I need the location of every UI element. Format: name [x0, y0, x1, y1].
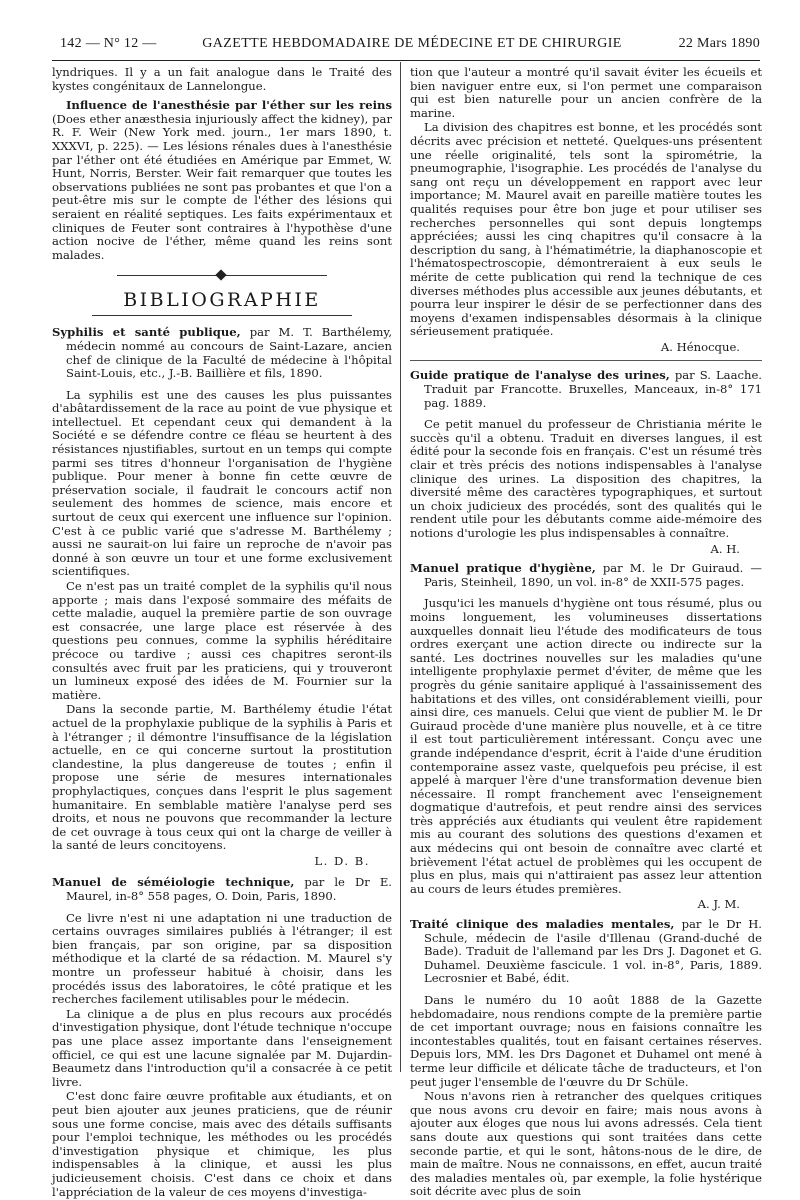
traite-ref: par le Dr H. Schule, médecin de l'asile d'Illenau (Grand-duché de Bade). Traduit de l'allemand par les Drs J. Dagonet et G. Duhamel. Deuxième fascicule. 1 vol. in-8°, Paris, 1889. Lecrosnier et Babé, édit. — [424, 917, 762, 986]
semeiologie-paragraph-1: Ce livre n'est ni une adaptation ni une traduction de certains ouvrages similaires publiés à l'étranger; il est bien français, par son origine, par sa disposition méthodique et la clarté de sa rédaction. M. Maurel s'y montre un professeur habitué à choisir, dans les procédés issus des laboratoires, le côté pratique et les recherches facilement utilisables pour le médecin. — [52, 910, 392, 1007]
traite-title: Traité clinique des maladies mentales, — [410, 917, 675, 932]
guide-signature: A. H. — [710, 541, 740, 556]
syphilis-paragraph-1: La syphilis est une des causes les plus puissantes d'abâtardissement de la race au point de vue physique et intellectuel. Et cependant ceux qui demandent à la Société e se défendre contre ce fléau se heurtent à des résistances njustifiables, surtout en un temps qui compte parmi ses titres d'honneur l'organisation de l'hygiène publique. Pour mener à bonne fin cette œuvre de préservation sociale, il faudrait le concours actif non seulement des hommes de science, mais encore et surtout de ceux qui exercent une influence sur l'opinion. C'est à ce public varié que s'adresse M. Barthélemy ; aussi ne saurait-on lui faire un reproche de n'avoir pas donné à son œuvre un tour et une forme exclusivement scientifiques. — [52, 387, 392, 579]
semeiologie-ref: par le Dr E. Maurel, in-8° 558 pages, O. Doin, Paris, 1890. — [66, 875, 392, 904]
continuation-paragraph-1: tion que l'auteur a montré qu'il savait éviter les écueils et bien naviguer entre eux, si l'on permet une comparaison qui est bien naturelle pour un ancien confrère de la marine. — [410, 65, 762, 120]
syphilis-heading — [52, 326, 392, 380]
syphilis-paragraph-2: Ce n'est pas un traité complet de la syphilis qu'il nous apporte ; mais dans l'exposé sommaire des méfaits de cette maladie, auquel la première partie de son ouvrage est consacrée, une large place est réservée à des questions peu connues, comme la syphilis héréditaire précoce ou tardive ; aussi ces chapitres seront-ils consultés avec fruit par les praticiens, qui y trouveront un lumineux exposé des idées de M. Fournier sur la matière. — [52, 579, 392, 702]
syphilis-signature: L. D. B. — [314, 853, 370, 868]
influence-body: (Does ether anæsthesia injuriously affect the kidney), par R. F. Weir (New York med. journ., 1er mars 1890, t. XXXVI, p. 225). — Les lésions rénales dues à l'anesthésie par l'éther ont été étudiées en Amérique par Emmet, W. Hunt, Norris, Berster. Weir fait remarquer que toutes les observations publiées ne sont pas probantes et que l'on a peut-être mis sur le compte de l'éther des lésions qui seraient en réalité septiques. Les faits expérimentaux et cliniques de Feuter sont contraires à l'hypothèse d'une action nocive de l'éther, même quand les reins sont malades. — [52, 111, 392, 262]
journal-title: GAZETTE HEBDOMADAIRE DE MÉDECINE ET DE CHIRURGIE — [202, 36, 622, 51]
semeiologie-paragraph-3: C'est donc faire œuvre profitable aux étudiants, et on peut bien ajouter aux jeunes praticiens, que de réunir sous une forme concise, mais avec des détails suffisants pour l'emploi technique, les méthodes ou les procédés d'investigation physique et chimique, les plus indispensables à la clinique, et aussi les plus judicieusement choisis. C'est dans ce choix et dans l'appréciation de la valeur de ces moyens d'investiga- — [52, 1089, 392, 1199]
influence-article — [52, 99, 392, 262]
semeiologie-paragraph-2: La clinique a de plus en plus recours aux procédés d'investigation physique, dont l'étude technique n'occupe pas une place assez importante dans l'enseignement officiel, ce qui est une lacune signalée par M. Dujardin-Beaumetz dans l'introduction qu'il a consacrée à ce petit livre. — [52, 1006, 392, 1089]
section-title: BIBLIOGRAPHIE — [123, 289, 321, 312]
semeiologie-title: Manuel de séméiologie technique, — [52, 875, 295, 890]
intro-paragraph: lyndriques. Il y a un fait analogue dans le Traité des kystes congénitaux de Lannelongue. — [52, 65, 392, 93]
article-separator — [410, 360, 762, 361]
left-column — [52, 66, 392, 1200]
right-column — [410, 66, 762, 1200]
diamond-ornament-icon — [215, 270, 226, 281]
traite-heading — [410, 918, 762, 986]
traite-paragraph-2: Nous n'avons rien à retrancher des quelques critiques que nous avons cru devoir en faire; mais nous avons à ajouter aux éloges que nous lui avons adressés. Cela tient sans doute aux questions qui sont traitées dans cette seconde partie, et qui le sont, hâtons-nous de le dire, de main de maître. Nous ne connaissons, en effet, aucun traité des maladies mentales où, par exemple, la folie hystérique soit décrite avec plus de soin — [410, 1089, 762, 1199]
continuation-signature: A. Hénocque. — [660, 339, 740, 354]
hygiene-heading — [410, 562, 762, 589]
page-number: 142 — N° 12 — — [60, 36, 157, 51]
syphilis-ref: par M. T. Barthélemy, médecin nommé au concours de Saint-Lazare, ancien chef de clinique de la Faculté de médecine à l'hôpital Saint-Louis, etc., J.-B. Baillière et fils, 1890. — [66, 325, 393, 381]
influence-title: Influence de l'anesthésie par l'éther sur les reins — [66, 98, 392, 113]
hygiene-signature: A. J. M. — [697, 897, 740, 912]
hygiene-ref: par M. le Dr Guiraud. — Paris, Steinheil, 1890, un vol. in-8° de XXII-575 pages. — [424, 561, 762, 589]
semeiologie-heading — [52, 876, 392, 903]
guide-ref: par S. Laache. Traduit par Francotte. Bruxelles, Manceaux, in-8° 171 pag. 1889. — [424, 368, 762, 410]
section-ornament — [117, 271, 327, 279]
syphilis-paragraph-3: Dans la seconde partie, M. Barthélemy étudie l'état actuel de la prophylaxie publique de la syphilis à Paris et à l'étranger ; il démontre l'insuffisance de la législation actuelle, en ce qui concerne surtout la prostitution clandestine, la plus dangereuse de toutes ; enfin il propose une série de mesures internationales prophylactiques, conçues dans l'esprit le plus sagement humanitaire. En semblable matière l'analyse perd ses droits, et nous ne pouvons que recommander la lecture de cet ouvrage à tous ceux qui ont la charge de veiller à la santé de leurs concitoyens. — [52, 702, 392, 853]
guide-title: Guide pratique de l'analyse des urines, — [410, 368, 670, 383]
page-header — [52, 36, 760, 58]
syphilis-title: Syphilis et santé publique, — [52, 325, 241, 340]
traite-paragraph-1: Dans le numéro du 10 août 1888 de la Gazette hebdomadaire, nous rendions compte de la première partie de cet important ouvrage; nous en faisions connaître les incontestables qualités, tout en faisant certaines réserves. Depuis lors, MM. les Drs Dagonet et Duhamel ont mené à terme leur difficile et délicate tâche de traducteurs, et l'on peut juger l'ensemble de l'œuvre du Dr Schüle. — [410, 993, 762, 1089]
hygiene-paragraph-1: Jusqu'ici les manuels d'hygiène ont tous résumé, plus ou moins longuement, les volumineuses dissertations auxquelles donnait lieu l'étude des modificateurs de tous ordres exerçant une action directe ou indirecte sur la santé. Les doctrines nouvelles sur les maladies qu'une intelligente prophylaxie permet d'éviter, de même que les progrès du génie sanitaire appliqué à l'assainissement des habitations et des villes, ont considérablement vieilli, pour ainsi dire, ces manuels. Celui que vient de publier M. le Dr Guiraud procède d'une manière plus nouvelle, et à ce titre il est tout particulièrement intéressant. Conçu avec une grande indépendance d'esprit, écrit à l'aide d'une érudition contemporaine assez vaste, quelquefois peu précise, il est appelé à marquer l'ère d'une transformation devenue bien nécessaire. Il rompt franchement avec l'enseignement dogmatique d'autrefois, et peut rendre ainsi des services très appréciés aux étudiants qui veulent être rapidement mis au courant des solutions des questions d'examen et aux médecins qui ont besoin de connaître avec clarté et brièvement l'état actuel de problèmes qui les occupent de plus en plus, mais qui n'attiraient pas assez leur attention au cours de leurs études premières. — [410, 596, 762, 896]
issue-date: 22 Mars 1890 — [678, 36, 760, 51]
guide-heading — [410, 369, 762, 410]
continuation-paragraph-2: La division des chapitres est bonne, et les procédés sont décrits avec précision et netteté. Quelques-uns présentent une réelle originalité, tels sont la spirométrie, la pneumographie, l'isographie. Les procédés de l'analyse du sang ont reçu un développement en rapport avec leur importance; M. Maurel avait en pareille matière toutes les qualités requises pour être bon juge et pour utiliser ses recherches personnelles qui sont depuis longtemps appréciées; aussi les cinq chapitres qu'il consacre à la description du sang, à l'hématimétrie, la diaphanoscopie et l'hématospectroscopie, démontreraient à eux seuls le mérite de cette publication qui rend la technique de ces diverses méthodes plus accessible aux jeunes débutants, et pourra leur inspirer le désir de se perfectionner dans des moyens d'examen indispensables désormais à la clinique sérieusement pratiquée. — [410, 120, 762, 339]
guide-paragraph-1: Ce petit manuel du professeur de Christiania mérite le succès qu'il a obtenu. Traduit en diverses langues, il est édité pour la seconde fois en français. C'est un résumé très clair et très précis des notions indispensables à l'analyse clinique des urines. La disposition des chapitres, la diversité même des caractères typographiques, et surtout un choix judicieux des procédés, sont des qualités qui le rendent utile pour les débutants comme aide-mémoire des notions d'urologie les plus indispensables à connaître. — [410, 417, 762, 540]
hygiene-title: Manuel pratique d'hygiène, — [410, 561, 596, 576]
header-rule — [52, 60, 760, 61]
section-title-rule — [92, 315, 352, 316]
column-divider — [400, 62, 401, 1072]
